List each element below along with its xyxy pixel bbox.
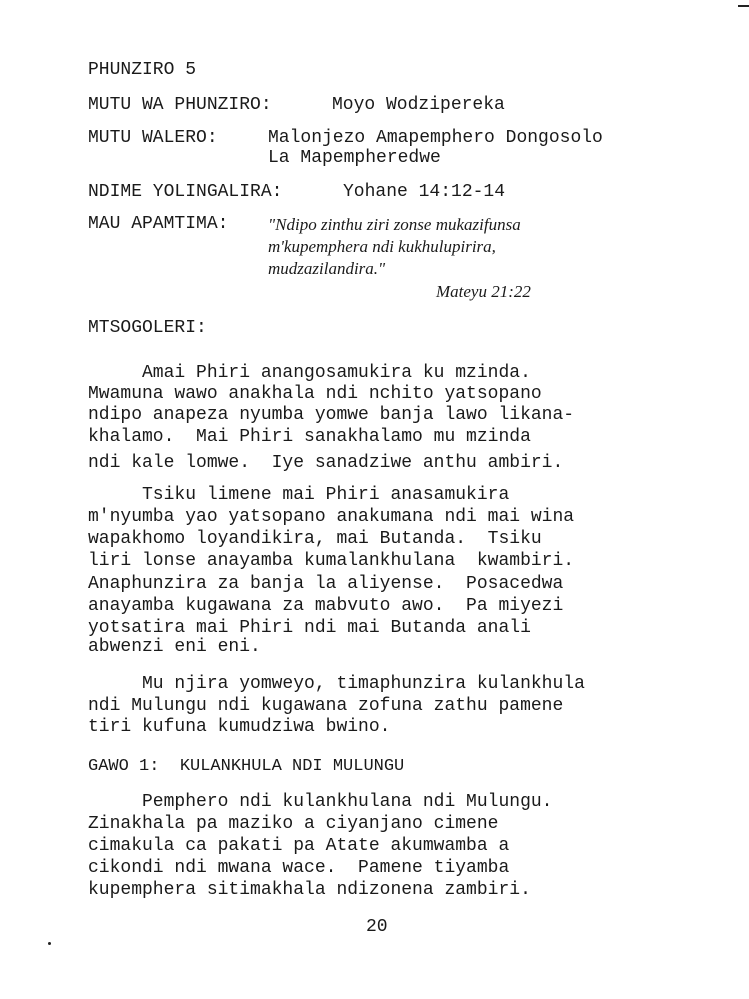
memory-verse-line-3: mudzazilandira." [268, 259, 386, 278]
paragraph-2-line-8: abwenzi eni eni. [88, 637, 261, 657]
writer-label: MUTU WALERO: [88, 128, 218, 148]
paragraph-2-line-2: m'nyumba yao yatsopano anakumana ndi mai wina [88, 507, 575, 527]
paragraph-1-line-4: khalamo. Mai Phiri sanakhalamo mu mzinda [88, 427, 531, 447]
section-line-2: Zinakhala pa maziko a ciyanjano cimene [88, 814, 499, 834]
paragraph-2-line-1: Tsiku limene mai Phiri anasamukira [88, 485, 510, 505]
topic-value: Moyo Wodzipereka [332, 95, 505, 115]
leader-label: MTSOGOLERI: [88, 318, 207, 338]
section-line-5: kupemphera sitimakhala ndizonena zambiri. [88, 880, 531, 900]
memory-verse-line-2: m'kupemphera ndi kukhulupirira, [268, 237, 496, 256]
writer-value-line-1: Malonjezo Amapemphero Dongosolo [268, 128, 603, 148]
paragraph-2-line-5: Anaphunzira za banja la aliyense. Posacedwa [88, 574, 564, 594]
lesson-title: PHUNZIRO 5 [88, 60, 197, 80]
scan-dot-left [48, 942, 51, 945]
section-line-3: cimakula ca pakati pa Atate akumwamba a [88, 836, 510, 856]
paragraph-1-line-3: ndipo anapeza nyumba yomwe banja lawo likana- [88, 405, 575, 425]
section-line-1: Pemphero ndi kulankhulana ndi Mulungu. [88, 792, 553, 812]
paragraph-3-line-2: ndi Mulungu ndi kugawana zofuna zathu pamene [88, 696, 564, 716]
section-line-4: cikondi ndi mwana wace. Pamene tiyamba [88, 858, 510, 878]
memory-verse-reference: Mateyu 21:22 [436, 282, 531, 301]
paragraph-3-line-1: Mu njira yomweyo, timaphunzira kulankhula [88, 674, 585, 694]
scripture-label: NDIME YOLINGALIRA: [88, 182, 283, 202]
paragraph-2-line-6: anayamba kugawana za mabvuto awo. Pa miyezi [88, 596, 564, 616]
memory-verse-label: MAU APAMTIMA: [88, 214, 229, 234]
topic-label: MUTU WA PHUNZIRO: [88, 95, 272, 115]
scan-mark-top-right [738, 5, 749, 7]
memory-verse-line-1: "Ndipo zinthu ziri zonse mukazifunsa [268, 215, 521, 234]
paragraph-2-line-4: liri lonse anayamba kumalankhulana kwambiri. [88, 551, 575, 571]
section-heading: GAWO 1: KULANKHULA NDI MULUNGU [88, 757, 405, 776]
paragraph-3-line-3: tiri kufuna kumudziwa bwino. [88, 717, 391, 737]
page-number: 20 [366, 917, 388, 937]
scripture-value: Yohane 14:12-14 [343, 182, 506, 202]
paragraph-2-line-7: yotsatira mai Phiri ndi mai Butanda anali [88, 618, 531, 638]
paragraph-1-line-2: Mwamuna wawo anakhala ndi nchito yatsopano [88, 384, 542, 404]
writer-value-line-2: La Mapempheredwe [268, 148, 441, 168]
paragraph-1-line-5: ndi kale lomwe. Iye sanadziwe anthu ambiri. [88, 453, 564, 473]
paragraph-1-line-1: Amai Phiri anangosamukira ku mzinda. [88, 363, 531, 383]
paragraph-2-line-3: wapakhomo loyandikira, mai Butanda. Tsiku [88, 529, 542, 549]
